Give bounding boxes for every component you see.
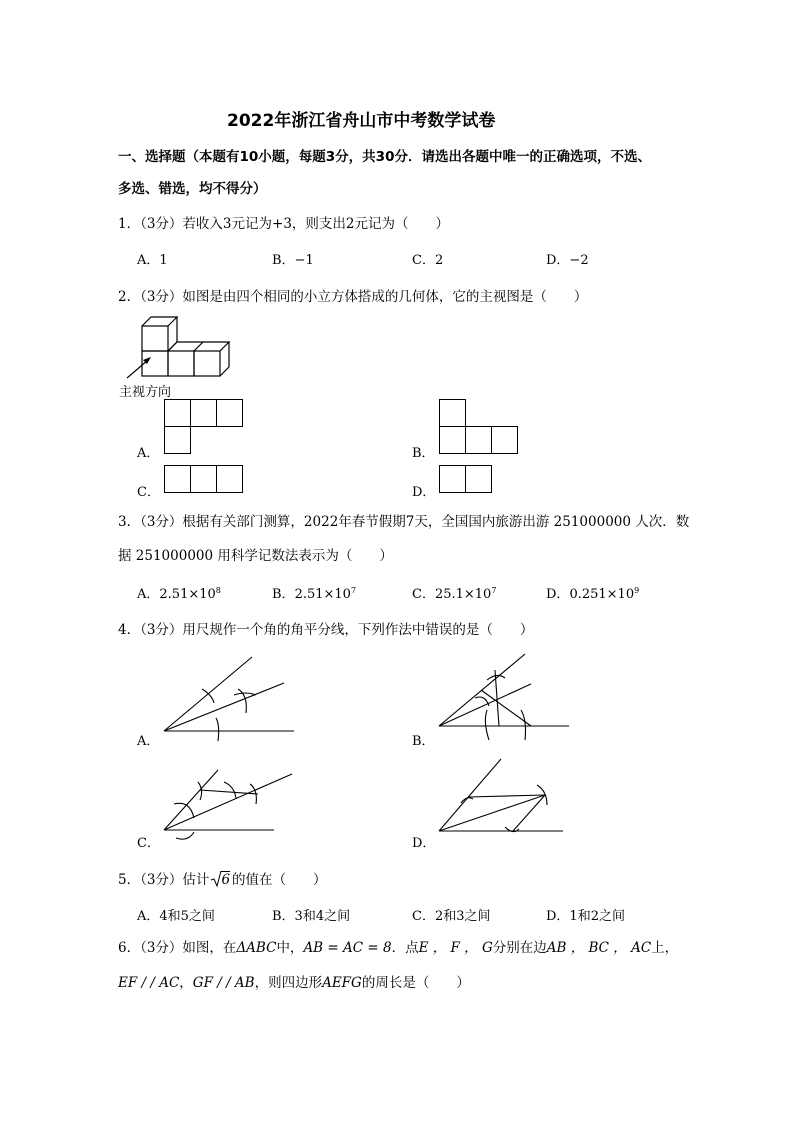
question-3-option-b: B．$2.51\times 10^7$ [272,586,357,602]
page-title: 2022年浙江省舟山市中考数学试卷 [227,111,496,131]
question-1-stem: 1．（3分）若收入3元记为+3，则支出2元记为（ ） [118,216,450,232]
question-2-cubes-figure [115,312,245,382]
question-5-option-b: B．3和4之间 [272,909,351,924]
question-4-option-a-figure [160,655,300,745]
section-header-line1: 一、选择题（本题有10小题，每题3分，共30分．请选出各题中唯一的正确选项，不选、 [118,149,651,165]
question-1-option-b: B．−1 [272,253,314,268]
sqrt-6: 6 [211,872,230,888]
question-3-stem-line2: 据 251000000 用科学记数法表示为（ ） [118,548,393,564]
question-5-option-d: D．1和2之间 [546,909,625,924]
question-2-option-a-label: A． [137,446,160,461]
question-6-stem-line1: 6．（3分）如图，在ΔABC中，AB = AC = 8．点E ， F ， G分别在边AB ， BC ， AC上， [118,940,679,956]
question-5-option-a: A．4和5之间 [137,909,215,924]
question-4-option-b-label: B． [412,734,435,749]
question-4-stem: 4．（3分）用尺规作一个角的角平分线，下列作法中错误的是（ ） [118,622,534,638]
question-2-option-c-label: C． [137,485,160,500]
question-5-stem: 5．（3分）估计 6 的值在（ ） [118,872,327,888]
question-3-option-a: A．$2.51\times 10^8$ [137,586,221,602]
question-4-option-c-figure [160,760,300,850]
question-1-option-c: C．2 [412,253,444,268]
question-3-option-d: D．$0.251\times 10^9$ [546,586,640,602]
question-4-option-b-figure [435,650,575,745]
question-4-option-d-label: D． [412,836,436,851]
main-view-direction-label: 主视方向 [119,385,172,400]
question-1-option-d: D．−2 [546,253,589,268]
question-2-option-b-label: B． [412,446,435,461]
question-2-stem: 2．（3分）如图是由四个相同的小立方体搭成的几何体，它的主视图是（ ） [118,289,588,305]
question-4-option-a-label: A． [137,734,160,749]
question-4-option-d-figure [435,755,575,845]
question-4-option-c-label: C． [137,836,160,851]
question-3-option-c: C．$25.1\times 10^7$ [412,586,497,602]
question-2-option-d-label: D． [412,485,436,500]
question-6-stem-line2: EF / / AC，GF / / AB，则四边形AEFG的周长是（ ） [118,975,470,991]
question-5-option-c: C．2和3之间 [412,909,491,924]
section-header-line2: 多选、错选，均不得分） [118,181,267,197]
question-1-option-a: A．1 [137,253,168,268]
question-3-stem-line1: 3．（3分）根据有关部门测算，2022年春节假期7天，全国国内旅游出游 251000000 人次．数 [118,514,690,530]
